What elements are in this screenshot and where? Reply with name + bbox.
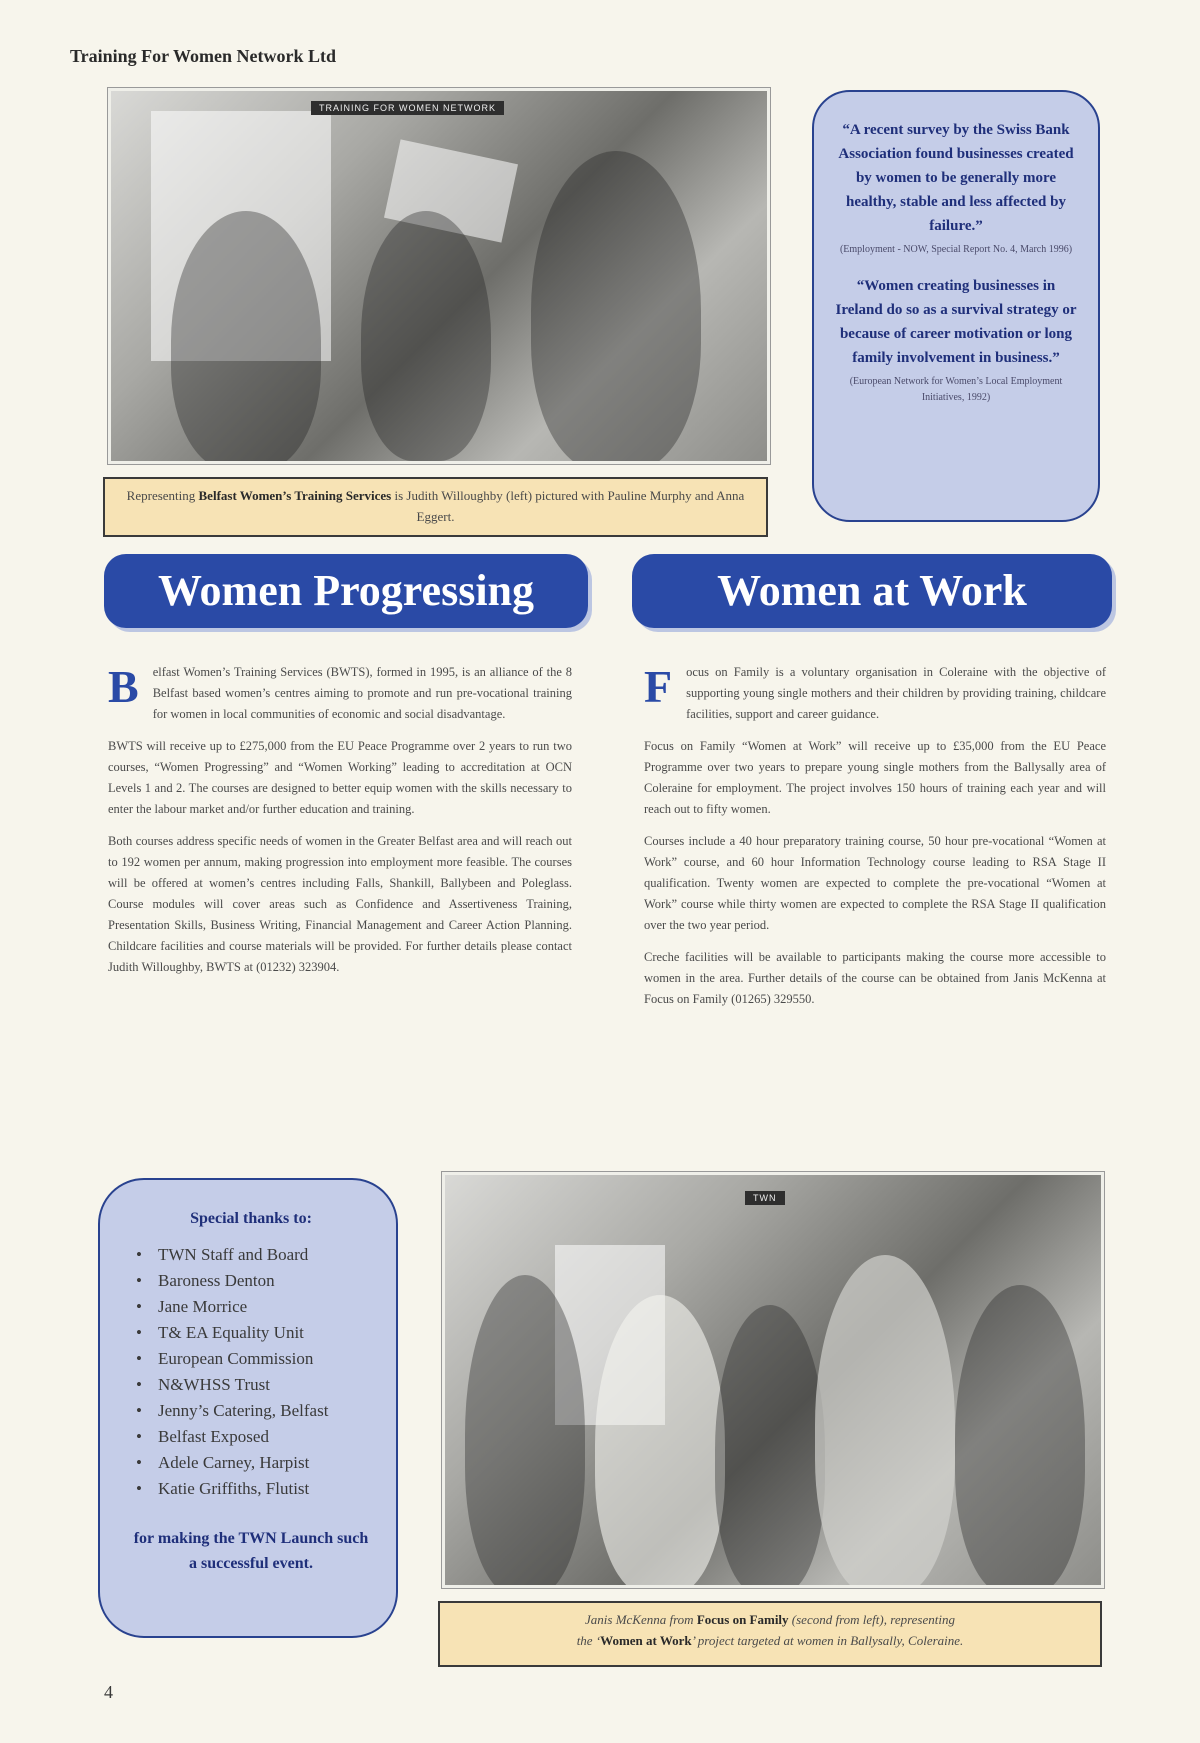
list-item: • N&WHSS Trust xyxy=(158,1372,372,1398)
quote-1: “A recent survey by the Swiss Bank Association found businesses created by women to be generally more healthy, stable and less affected by failure.” xyxy=(838,122,1074,234)
caption-text: Representing xyxy=(126,488,199,503)
photo-bottom xyxy=(442,1172,1104,1588)
article-women-progressing xyxy=(108,662,572,989)
special-thanks-box xyxy=(98,1178,398,1638)
paragraph: BWTS will receive up to £275,000 from the EU Peace Programme over 2 years to run two courses, “Women Progressing” and “Women Working” leading to accreditation at OCN Levels 1 and 2. The courses are designed to better equip women with the skills necessary to enter the labour market and/or further education and training. xyxy=(108,739,572,816)
quote-2-source: (European Network for Women’s Local Employment Initiatives, 1992) xyxy=(849,376,1063,403)
paragraph: Courses include a 40 hour preparatory training course, 50 hour pre-vocational “Women at Work” course, and 60 hour Information Technology course leading to RSA Stage II qualification. Twenty women are expected to complete the pre-vocational “Women at Work” course while thirty women are expected to complete the RSA Stage II qualification over the two year period. xyxy=(644,834,1106,932)
drop-cap: B xyxy=(108,661,139,712)
caption-text: (second from left), representing xyxy=(788,1612,955,1627)
photo-bottom-caption xyxy=(438,1601,1102,1667)
paragraph: Creche facilities will be available to participants making the course more accessible to women in the area. Further details of the course can be obtained from Janis McKenna at Focus on Family (01265) 329550. xyxy=(644,950,1106,1006)
thanks-list xyxy=(130,1242,372,1502)
heading-women-at-work: Women at Work xyxy=(632,554,1112,628)
quote-2: “Women creating businesses in Ireland do so as a survival strategy or because of career motivation or long family involvement in business.” xyxy=(835,278,1077,366)
quote-box xyxy=(812,90,1100,522)
article-women-at-work xyxy=(644,662,1106,1021)
photo-top xyxy=(108,88,770,464)
list-item: • Jenny’s Catering, Belfast xyxy=(158,1398,372,1424)
page-number: 4 xyxy=(104,1682,113,1702)
list-item: • European Commission xyxy=(158,1346,372,1372)
list-item: • Jane Morrice xyxy=(158,1294,372,1320)
photo-top-caption xyxy=(103,477,768,537)
caption-text: ’ project targeted at women in Ballysally, Coleraine. xyxy=(691,1633,964,1648)
quote-1-source: (Employment - NOW, Special Report No. 4, March 1996) xyxy=(839,244,1073,255)
caption-org: Belfast Women’s Training Services xyxy=(198,488,392,503)
paragraph: Both courses address specific needs of women in the Greater Belfast area and will reach out to 192 women per annum, making progression into employment more feasible. The courses will be offered at women’s centres including Falls, Shankill, Ballybeen and Poleglass. Course modules will cover areas such as Confidence and Assertiveness Training, Presentation Skills, Business Writing, Financial Management and Career Action Planning. Childcare facilities and course materials will be provided. For further details please contact Judith Willoughby, BWTS at (01232) 323904. xyxy=(108,834,572,974)
photo-top-sign: TRAINING FOR WOMEN NETWORK xyxy=(311,101,504,115)
caption-text: is Judith Willoughby (left) pictured with Pauline Murphy and Anna Eggert. xyxy=(391,488,745,524)
caption-text: the ‘ xyxy=(576,1633,601,1648)
list-item: • Adele Carney, Harpist xyxy=(158,1450,372,1476)
list-item: • Baroness Denton xyxy=(158,1268,372,1294)
paragraph: elfast Women’s Training Services (BWTS), formed in 1995, is an alliance of the 8 Belfast based women’s centres aiming to promote and run pre-vocational training for women in local communities of economic and social disadvantage. xyxy=(152,665,572,721)
photo-bottom-sign: TWN xyxy=(745,1191,785,1205)
heading-women-progressing: Women Progressing xyxy=(104,554,588,628)
caption-org: Focus on Family xyxy=(696,1612,789,1627)
thanks-title: Special thanks to: xyxy=(190,1210,312,1227)
list-item: • Belfast Exposed xyxy=(158,1424,372,1450)
paragraph: Focus on Family “Women at Work” will receive up to £35,000 from the EU Peace Programme over two years to prepare young single mothers from the Ballysally area of Coleraine for employment. The project involves 150 hours of training each year and will reach out to fifty women. xyxy=(644,739,1106,816)
list-item: • T& EA Equality Unit xyxy=(158,1320,372,1346)
caption-text: Janis McKenna from xyxy=(585,1612,697,1627)
list-item: • TWN Staff and Board xyxy=(158,1242,372,1268)
thanks-footer: for making the TWN Launch such a successful event. xyxy=(133,1530,369,1572)
drop-cap: F xyxy=(644,661,673,712)
paragraph: ocus on Family is a voluntary organisation in Coleraine with the objective of supporting young single mothers and their children by providing training, childcare facilities, support and career guidance. xyxy=(686,665,1106,721)
caption-project: Women at Work xyxy=(600,1633,692,1648)
running-header: Training For Women Network Ltd xyxy=(70,46,337,66)
list-item: • Katie Griffiths, Flutist xyxy=(158,1476,372,1502)
